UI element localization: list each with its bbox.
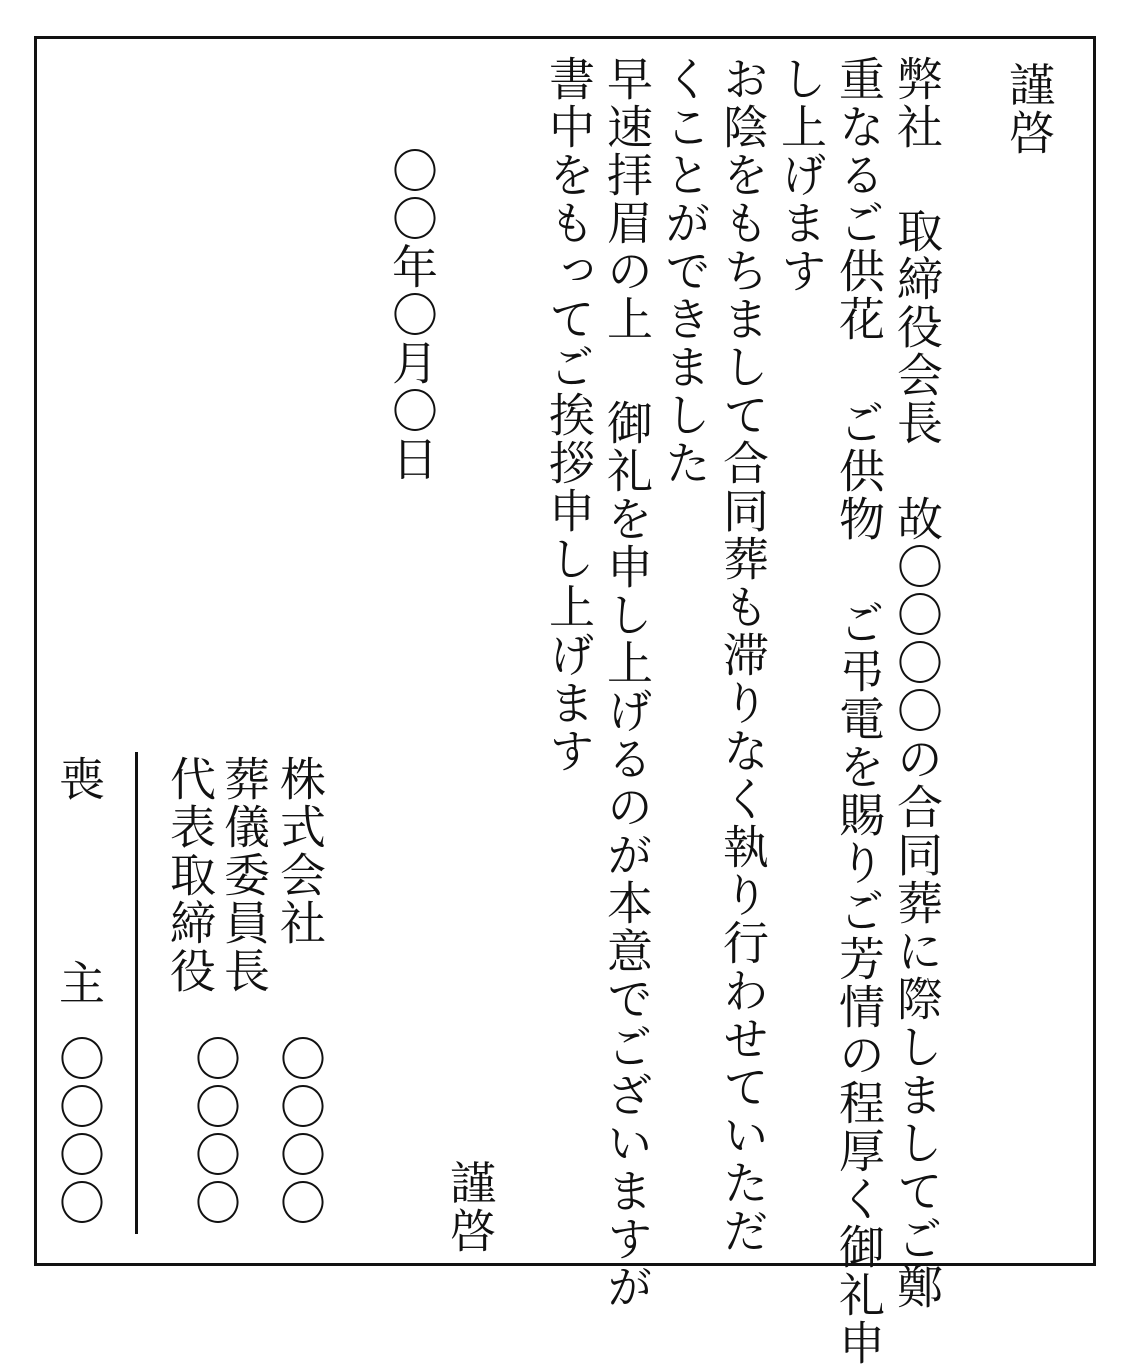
body-line: 早速拝眉の上 御礼を申し上げるのが本意でございますが — [600, 55, 654, 1311]
company-name: 〇〇〇〇 — [273, 1035, 327, 1227]
body-line: 書中をもってご挨拶申し上げます — [542, 55, 596, 775]
body-line: お陰をもちまして合同葬も滞りなく執り行わせていただ — [716, 55, 770, 1255]
opening-salutation: 謹啓 — [1002, 61, 1056, 157]
signature-divider-line — [135, 752, 138, 1234]
body-line: 弊社 取締役会長 故〇〇〇〇の合同葬に際しましてご鄭 — [890, 55, 944, 1311]
chief-mourner-label: 喪 主 — [52, 755, 106, 1061]
letter-date: 〇〇年〇月〇日 — [385, 147, 439, 483]
body-line: 重なるご供花 ご供物 ご弔電を賜りご芳情の程厚く御礼申 — [832, 55, 886, 1367]
chief-mourner-name: 〇〇〇〇 — [52, 1035, 106, 1227]
company-label: 株式会社 — [273, 755, 327, 947]
committee-name: 〇〇〇〇 — [188, 1035, 242, 1227]
committee-label: 葬儀委員長 — [217, 755, 271, 995]
body-line: くことができました — [658, 55, 712, 487]
letter-frame — [34, 36, 1096, 1367]
closing-salutation: 謹啓 — [443, 1159, 497, 1255]
body-line: し上げます — [774, 55, 828, 295]
representative-label: 代表取締役 — [163, 755, 217, 995]
